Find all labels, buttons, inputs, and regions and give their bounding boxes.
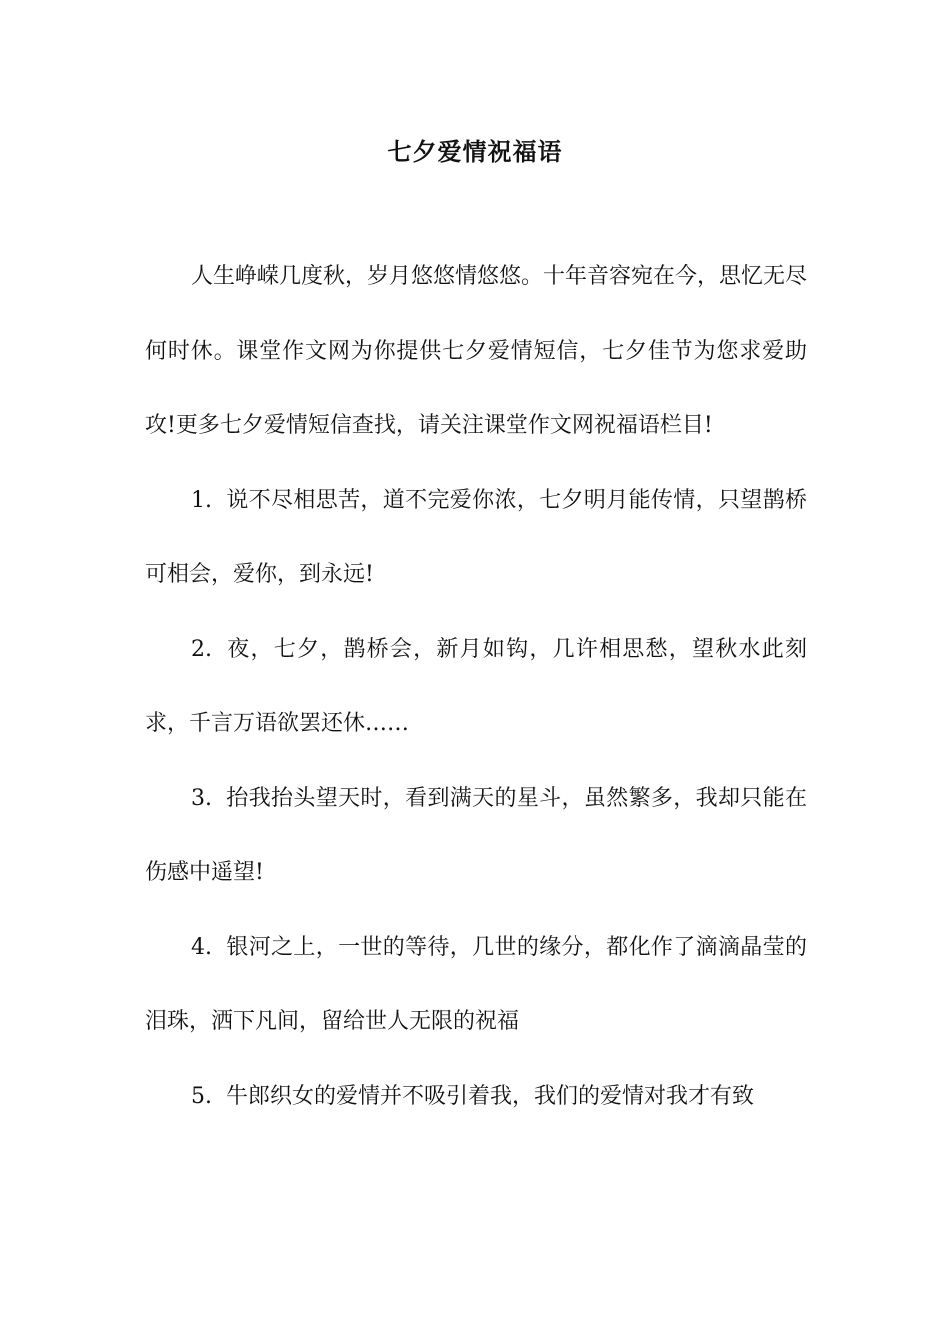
item-text: 夜，七夕，鹊桥会，新月如钩，几许相思愁，望秋水此刻求，千言万语欲罢还休……	[145, 636, 807, 736]
item-text: 说不尽相思苦，道不完爱你浓，七夕明月能传情，只望鹊桥可相会，爱你，到永远!	[145, 487, 807, 587]
greeting-item-2	[145, 613, 807, 762]
document-body	[145, 240, 807, 1134]
greeting-item-1	[145, 464, 807, 613]
greeting-item-5	[145, 1060, 807, 1135]
item-number: 5.	[191, 1083, 212, 1109]
item-number: 2.	[191, 636, 212, 662]
greeting-item-3	[145, 762, 807, 911]
item-text: 牛郎织女的爱情并不吸引着我，我们的爱情对我才有致	[226, 1083, 755, 1109]
intro-paragraph: 人生峥嵘几度秋，岁月悠悠情悠悠。十年音容宛在今，思忆无尽何时休。课堂作文网为你提供七夕爱情短信，七夕佳节为您求爱助攻!更多七夕爱情短信查找，请关注课堂作文网祝福语栏目!	[145, 264, 808, 438]
item-number: 1.	[191, 487, 212, 513]
item-text: 抬我抬头望天时，看到满天的星斗，虽然繁多，我却只能在伤感中遥望!	[145, 785, 807, 885]
item-text: 银河之上，一世的等待，几世的缘分，都化作了滴滴晶莹的泪珠，洒下凡间，留给世人无限的祝福	[145, 934, 807, 1034]
item-number: 4.	[191, 934, 212, 960]
item-number: 3.	[191, 785, 212, 811]
greeting-item-4	[145, 911, 807, 1060]
document-title: 七夕爱情祝福语	[387, 137, 563, 166]
